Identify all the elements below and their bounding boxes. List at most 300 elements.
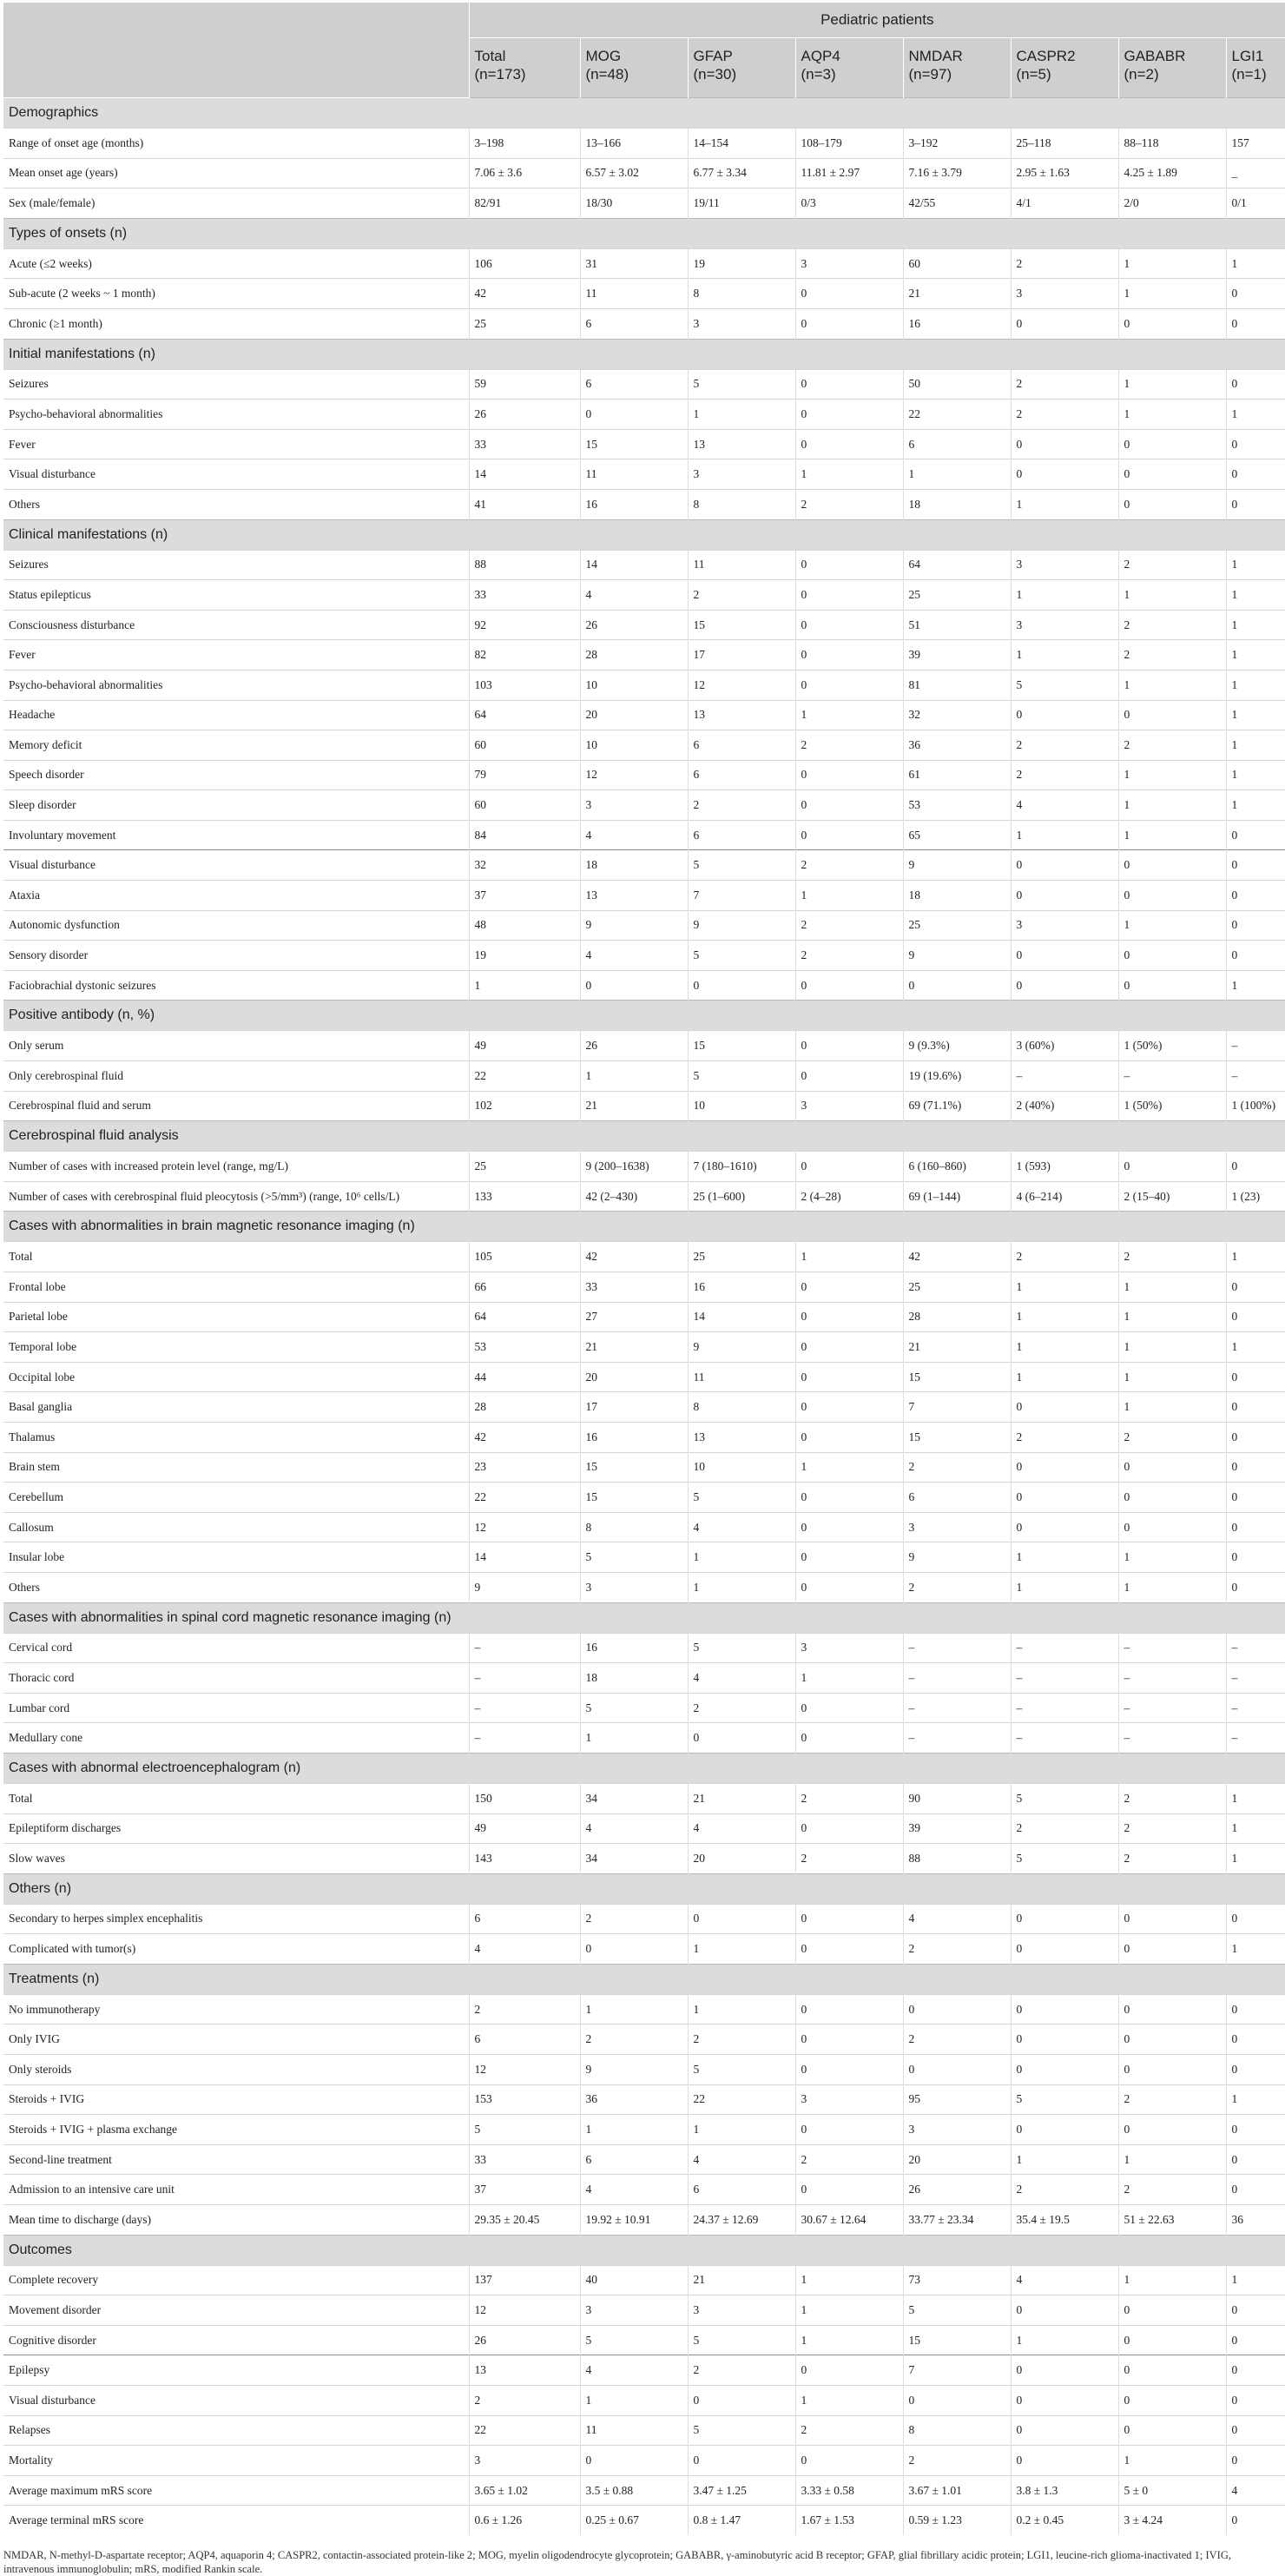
column-name: AQP4 bbox=[801, 48, 840, 64]
row-label: Sensory disorder bbox=[3, 941, 469, 971]
section-title: Cases with abnormalities in brain magnetic resonance imaging (n) bbox=[3, 1212, 1285, 1242]
table-cell: – bbox=[1011, 1693, 1118, 1723]
table-row bbox=[3, 1031, 1285, 1061]
table-cell: 42 bbox=[469, 1422, 580, 1452]
table-cell: 19/11 bbox=[688, 188, 795, 219]
table-cell: – bbox=[1011, 1633, 1118, 1663]
table-cell: 28 bbox=[469, 1392, 580, 1423]
table-cell: 1 bbox=[1226, 1934, 1285, 1965]
table-cell: 0 bbox=[1118, 1483, 1226, 1513]
table-cell: 11 bbox=[580, 2415, 688, 2446]
table-row bbox=[3, 610, 1285, 640]
table-cell: 0 bbox=[795, 279, 903, 309]
table-cell: 79 bbox=[469, 760, 580, 790]
table-cell: 1 bbox=[1226, 970, 1285, 1001]
table-row bbox=[3, 2355, 1285, 2386]
table-cell: – bbox=[469, 1663, 580, 1694]
table-cell: 0 bbox=[1226, 429, 1285, 459]
table-cell: 1 (50%) bbox=[1118, 1031, 1226, 1061]
table-cell: 4 bbox=[903, 1904, 1011, 1934]
table-row bbox=[3, 1994, 1285, 2024]
table-cell: 9 bbox=[688, 1332, 795, 1363]
table-cell: 49 bbox=[469, 1813, 580, 1844]
table-cell: 1 bbox=[1011, 2144, 1118, 2175]
table-cell: 12 bbox=[469, 1512, 580, 1542]
table-cell: 2 bbox=[1011, 2175, 1118, 2205]
column-count: (n=173) bbox=[474, 66, 526, 83]
table-cell: 22 bbox=[469, 2415, 580, 2446]
table-cell: 1 bbox=[1226, 610, 1285, 640]
table-cell: 1 bbox=[1011, 1542, 1118, 1573]
table-cell: 64 bbox=[469, 1302, 580, 1332]
table-cell: 0 bbox=[1011, 970, 1118, 1001]
table-header bbox=[3, 3, 1285, 98]
table-row bbox=[3, 2055, 1285, 2085]
table-cell: 88–118 bbox=[1118, 129, 1226, 159]
table-cell: 61 bbox=[903, 760, 1011, 790]
table-cell: 5 bbox=[688, 1061, 795, 1092]
table-cell: 0 bbox=[903, 1994, 1011, 2024]
table-cell: 153 bbox=[469, 2084, 580, 2115]
table-row bbox=[3, 1452, 1285, 1483]
table-cell: 33.77 ± 23.34 bbox=[903, 2205, 1011, 2236]
table-cell: 3.5 ± 0.88 bbox=[580, 2475, 688, 2506]
table-cell: 157 bbox=[1226, 129, 1285, 159]
table-cell: 1 bbox=[1011, 580, 1118, 611]
table-cell: 0 bbox=[1226, 910, 1285, 941]
table-row bbox=[3, 730, 1285, 761]
table-row bbox=[3, 1783, 1285, 1813]
table-cell: 0 bbox=[795, 1483, 903, 1513]
table-cell: 2 bbox=[688, 580, 795, 611]
table-cell: 0 bbox=[903, 2386, 1011, 2416]
table-cell: 14 bbox=[580, 550, 688, 580]
table-cell: 3 bbox=[1011, 610, 1118, 640]
row-label: Others bbox=[3, 1572, 469, 1602]
table-cell: 0 bbox=[580, 2446, 688, 2476]
section-title: Positive antibody (n, %) bbox=[3, 1001, 1285, 1031]
table-cell: 1 bbox=[688, 1542, 795, 1573]
table-cell: 1 bbox=[1226, 730, 1285, 761]
row-label: Visual disturbance bbox=[3, 850, 469, 881]
table-cell: 22 bbox=[469, 1483, 580, 1513]
table-row bbox=[3, 400, 1285, 430]
table-cell: 1 bbox=[580, 2115, 688, 2145]
table-cell: 0 bbox=[1118, 1934, 1226, 1965]
table-cell: 1 bbox=[1226, 550, 1285, 580]
table-cell: 0 bbox=[1011, 2115, 1118, 2145]
table-cell: 13–166 bbox=[580, 129, 688, 159]
table-cell: 34 bbox=[580, 1844, 688, 1874]
section-row bbox=[3, 1873, 1285, 1904]
table-cell: 15 bbox=[903, 1362, 1011, 1392]
table-cell: 0 bbox=[1226, 2325, 1285, 2355]
table-cell: 17 bbox=[688, 640, 795, 670]
table-cell: 133 bbox=[469, 1181, 580, 1212]
table-cell: 1 bbox=[1226, 2084, 1285, 2115]
table-row bbox=[3, 1512, 1285, 1542]
table-cell: 7.06 ± 3.6 bbox=[469, 158, 580, 188]
column-header bbox=[1118, 38, 1226, 98]
table-cell: 16 bbox=[903, 308, 1011, 339]
table-cell: 0 bbox=[795, 308, 903, 339]
table-cell: 3 bbox=[580, 790, 688, 821]
table-cell: 33 bbox=[469, 429, 580, 459]
table-cell: 0 bbox=[795, 1572, 903, 1602]
table-cell: 1 bbox=[795, 1663, 903, 1694]
row-label: Epileptiform discharges bbox=[3, 1813, 469, 1844]
table-cell: 2 (15–40) bbox=[1118, 1181, 1226, 1212]
table-cell: 20 bbox=[580, 1362, 688, 1392]
table-cell: 35.4 ± 19.5 bbox=[1011, 2205, 1118, 2236]
table-cell: 0 bbox=[1011, 850, 1118, 881]
table-cell: 1 bbox=[795, 881, 903, 911]
table-cell: 3.33 ± 0.58 bbox=[795, 2475, 903, 2506]
table-cell: 1 bbox=[1118, 580, 1226, 611]
table-cell: 0.6 ± 1.26 bbox=[469, 2506, 580, 2535]
table-cell: 0 bbox=[795, 1422, 903, 1452]
table-cell: 0 bbox=[1226, 2055, 1285, 2085]
table-cell: 0 bbox=[795, 760, 903, 790]
table-cell: 2 bbox=[1118, 1813, 1226, 1844]
table-row bbox=[3, 670, 1285, 700]
table-cell: 5 bbox=[688, 850, 795, 881]
table-cell: 0 bbox=[1011, 308, 1118, 339]
table-row bbox=[3, 580, 1285, 611]
table-cell: 0 bbox=[795, 1813, 903, 1844]
table-row bbox=[3, 760, 1285, 790]
table-row bbox=[3, 1392, 1285, 1423]
table-cell: 5 bbox=[688, 369, 795, 400]
table-cell: 4 bbox=[469, 1934, 580, 1965]
row-label: Fever bbox=[3, 640, 469, 670]
table-cell: 9 bbox=[469, 1572, 580, 1602]
table-cell: 2 bbox=[903, 1934, 1011, 1965]
table-cell: 50 bbox=[903, 369, 1011, 400]
table-cell: 1 bbox=[1118, 2144, 1226, 2175]
table-cell: 0 bbox=[1226, 941, 1285, 971]
table-cell: 0 bbox=[1226, 1483, 1285, 1513]
table-cell: 2 bbox=[1118, 2175, 1226, 2205]
column-name: CASPR2 bbox=[1016, 48, 1076, 64]
table-cell: 42 bbox=[903, 1242, 1011, 1272]
table-cell: – bbox=[903, 1633, 1011, 1663]
table-cell: 1 bbox=[1118, 279, 1226, 309]
table-cell: 0 bbox=[1011, 2295, 1118, 2326]
column-count: (n=97) bbox=[908, 66, 952, 83]
table-cell: 7.16 ± 3.79 bbox=[903, 158, 1011, 188]
table-cell: 14 bbox=[469, 459, 580, 490]
row-label: Sub-acute (2 weeks ~ 1 month) bbox=[3, 279, 469, 309]
table-cell: 0 bbox=[1011, 1512, 1118, 1542]
table-cell: 0 bbox=[688, 2386, 795, 2416]
table-cell: 2 bbox=[1118, 1242, 1226, 1272]
row-label: Ataxia bbox=[3, 881, 469, 911]
table-cell: 5 bbox=[688, 941, 795, 971]
table-cell: 0 bbox=[688, 2446, 795, 2476]
table-cell: 1 bbox=[1118, 2265, 1226, 2295]
table-cell: 1 bbox=[795, 2386, 903, 2416]
table-cell: 3 bbox=[1011, 279, 1118, 309]
table-cell: 13 bbox=[469, 2355, 580, 2386]
table-cell: 5 bbox=[580, 1693, 688, 1723]
group-header: Pediatric patients bbox=[469, 3, 1285, 38]
table-cell: 88 bbox=[469, 550, 580, 580]
column-name: GFAP bbox=[693, 48, 733, 64]
table-cell: 0 bbox=[1226, 2446, 1285, 2476]
table-cell: – bbox=[1118, 1633, 1226, 1663]
table-cell: 1 (50%) bbox=[1118, 1091, 1226, 1121]
row-label: Total bbox=[3, 1242, 469, 1272]
table-cell: 0 bbox=[795, 1332, 903, 1363]
row-label: Visual disturbance bbox=[3, 2386, 469, 2416]
table-cell: 13 bbox=[688, 1422, 795, 1452]
table-cell: 1 bbox=[1118, 248, 1226, 279]
table-cell: 90 bbox=[903, 1783, 1011, 1813]
table-cell: 26 bbox=[580, 1031, 688, 1061]
table-cell: 4 bbox=[580, 580, 688, 611]
table-cell: 0 bbox=[1011, 1483, 1118, 1513]
table-cell: 0.8 ± 1.47 bbox=[688, 2506, 795, 2535]
table-cell: 0 bbox=[1226, 1572, 1285, 1602]
table-cell: 10 bbox=[688, 1452, 795, 1483]
table-cell: 1 bbox=[1118, 1362, 1226, 1392]
table-cell: 34 bbox=[580, 1783, 688, 1813]
table-cell: 16 bbox=[580, 1422, 688, 1452]
table-cell: 0 bbox=[1226, 2386, 1285, 2416]
table-cell: 0 bbox=[795, 790, 903, 821]
table-cell: 3 bbox=[795, 2084, 903, 2115]
row-label: Callosum bbox=[3, 1512, 469, 1542]
table-cell: 1 bbox=[1011, 489, 1118, 519]
table-cell: 0 bbox=[1011, 941, 1118, 971]
table-cell: 4 bbox=[1011, 790, 1118, 821]
row-label: Medullary cone bbox=[3, 1723, 469, 1754]
row-label: Second-line treatment bbox=[3, 2144, 469, 2175]
table-cell: 20 bbox=[580, 700, 688, 730]
table-cell: 0 bbox=[1118, 850, 1226, 881]
table-cell: 4 bbox=[688, 1512, 795, 1542]
table-cell: 0/3 bbox=[795, 188, 903, 219]
table-cell: 2 bbox=[1011, 730, 1118, 761]
section-title: Outcomes bbox=[3, 2235, 1285, 2265]
table-cell: 12 bbox=[688, 670, 795, 700]
table-cell: 3 bbox=[580, 1572, 688, 1602]
table-cell: 2 bbox=[580, 2024, 688, 2055]
section-title: Others (n) bbox=[3, 1873, 1285, 1904]
table-cell: 2 bbox=[688, 1693, 795, 1723]
table-cell: 0.59 ± 1.23 bbox=[903, 2506, 1011, 2535]
column-count: (n=48) bbox=[585, 66, 629, 83]
table-cell: 0 bbox=[795, 1904, 903, 1934]
column-name: Total bbox=[474, 48, 506, 64]
table-cell: 0 bbox=[1118, 2415, 1226, 2446]
table-cell: – bbox=[1011, 1723, 1118, 1754]
header-corner bbox=[3, 3, 469, 98]
table-cell: 2 bbox=[1118, 2084, 1226, 2115]
table-cell: 26 bbox=[469, 400, 580, 430]
table-cell: 42 bbox=[580, 1242, 688, 1272]
section-row bbox=[3, 1964, 1285, 1994]
table-row bbox=[3, 248, 1285, 279]
table-cell: 25 bbox=[903, 1272, 1011, 1303]
row-label: Total bbox=[3, 1783, 469, 1813]
row-label: Complete recovery bbox=[3, 2265, 469, 2295]
table-cell: 0 bbox=[1226, 1362, 1285, 1392]
table-cell: 0 bbox=[1226, 489, 1285, 519]
section-title: Types of onsets (n) bbox=[3, 218, 1285, 248]
table-cell: 8 bbox=[580, 1512, 688, 1542]
section-row bbox=[3, 519, 1285, 550]
table-cell: 12 bbox=[469, 2055, 580, 2085]
table-cell: 6 bbox=[903, 1483, 1011, 1513]
table-cell: 2 bbox=[903, 2446, 1011, 2476]
table-cell: 0 bbox=[1011, 429, 1118, 459]
column-name: MOG bbox=[585, 48, 622, 64]
table-cell: 25 bbox=[469, 308, 580, 339]
table-row bbox=[3, 2144, 1285, 2175]
table-cell: 15 bbox=[903, 2325, 1011, 2355]
table-cell: 1 bbox=[1011, 1362, 1118, 1392]
section-title: Cerebrospinal fluid analysis bbox=[3, 1121, 1285, 1152]
row-label: Chronic (≥1 month) bbox=[3, 308, 469, 339]
table-cell: 1 bbox=[688, 1934, 795, 1965]
table-cell: 2 bbox=[1118, 610, 1226, 640]
table-cell: 11 bbox=[580, 459, 688, 490]
table-cell: 15 bbox=[580, 1452, 688, 1483]
table-cell: 0 bbox=[795, 670, 903, 700]
table-cell: 4 bbox=[580, 2175, 688, 2205]
row-label: Psycho-behavioral abnormalities bbox=[3, 400, 469, 430]
row-label: Frontal lobe bbox=[3, 1272, 469, 1303]
table-cell: 0 bbox=[1226, 279, 1285, 309]
table-cell: 0 bbox=[1011, 2055, 1118, 2085]
table-cell: 0 bbox=[795, 2355, 903, 2386]
table-row bbox=[3, 1272, 1285, 1303]
table-row bbox=[3, 2446, 1285, 2476]
table-cell: 0 bbox=[1226, 2415, 1285, 2446]
table-cell: 0 bbox=[795, 2024, 903, 2055]
table-cell: 20 bbox=[903, 2144, 1011, 2175]
table-cell: 16 bbox=[580, 1633, 688, 1663]
table-cell: 2 bbox=[795, 2415, 903, 2446]
table-cell: 5 ± 0 bbox=[1118, 2475, 1226, 2506]
table-cell: 37 bbox=[469, 2175, 580, 2205]
table-cell: 31 bbox=[580, 248, 688, 279]
table-row bbox=[3, 308, 1285, 339]
table-cell: 0 bbox=[1118, 1904, 1226, 1934]
table-cell: 0 bbox=[1118, 941, 1226, 971]
table-cell: 0 bbox=[688, 1723, 795, 1754]
table-cell: 0 bbox=[1011, 1994, 1118, 2024]
row-label: Seizures bbox=[3, 369, 469, 400]
table-cell: 18 bbox=[903, 881, 1011, 911]
table-cell: – bbox=[469, 1633, 580, 1663]
table-cell: 2 bbox=[795, 1783, 903, 1813]
table-cell: 4 bbox=[688, 2144, 795, 2175]
table-cell: 3 (60%) bbox=[1011, 1031, 1118, 1061]
table-cell: – bbox=[469, 1693, 580, 1723]
table-cell: – bbox=[1226, 1723, 1285, 1754]
table-cell: 0 bbox=[1011, 1392, 1118, 1423]
column-count: (n=5) bbox=[1016, 66, 1051, 83]
section-row bbox=[3, 98, 1285, 129]
table-cell: 2 bbox=[903, 1572, 1011, 1602]
table-cell: 18/30 bbox=[580, 188, 688, 219]
table-cell: 3 bbox=[688, 308, 795, 339]
table-cell: 0 bbox=[795, 1392, 903, 1423]
table-cell: 3 bbox=[688, 2295, 795, 2326]
table-cell: 3.47 ± 1.25 bbox=[688, 2475, 795, 2506]
row-label: No immunotherapy bbox=[3, 1994, 469, 2024]
table-cell: 0 bbox=[1011, 2355, 1118, 2386]
table-cell: 4 bbox=[580, 820, 688, 850]
table-cell: 3 bbox=[1011, 910, 1118, 941]
table-cell: 18 bbox=[580, 850, 688, 881]
table-cell: 1 bbox=[469, 970, 580, 1001]
table-cell: 5 bbox=[580, 2325, 688, 2355]
table-cell: 5 bbox=[688, 2055, 795, 2085]
table-cell: 1 bbox=[795, 459, 903, 490]
table-cell: 2 bbox=[688, 2024, 795, 2055]
table-cell: 4 bbox=[688, 1813, 795, 1844]
table-row bbox=[3, 910, 1285, 941]
table-row bbox=[3, 1362, 1285, 1392]
table-cell: 2 bbox=[795, 910, 903, 941]
table-cell: 5 bbox=[1011, 1783, 1118, 1813]
table-cell: 2 bbox=[688, 2355, 795, 2386]
section-title: Clinical manifestations (n) bbox=[3, 519, 1285, 550]
table-cell: 1 (100%) bbox=[1226, 1091, 1285, 1121]
table-cell: 7 (180–1610) bbox=[688, 1152, 795, 1182]
table-cell: 13 bbox=[688, 429, 795, 459]
table-cell: 16 bbox=[688, 1272, 795, 1303]
table-cell: 3 bbox=[795, 248, 903, 279]
table-cell: 1 bbox=[1011, 820, 1118, 850]
table-cell: 6 bbox=[688, 2175, 795, 2205]
table-cell: 8 bbox=[688, 489, 795, 519]
table-cell: 0 bbox=[1011, 2386, 1118, 2416]
table-cell: 0 bbox=[795, 400, 903, 430]
column-count: (n=3) bbox=[801, 66, 836, 83]
table-cell: 13 bbox=[580, 881, 688, 911]
table-cell: 11.81 ± 2.97 bbox=[795, 158, 903, 188]
table-row bbox=[3, 188, 1285, 219]
table-cell: 106 bbox=[469, 248, 580, 279]
table-cell: 0 bbox=[1226, 820, 1285, 850]
table-cell: 6 bbox=[903, 429, 1011, 459]
table-cell: 41 bbox=[469, 489, 580, 519]
row-label: Relapses bbox=[3, 2415, 469, 2446]
table-cell: 108–179 bbox=[795, 129, 903, 159]
table-cell: 1 (23) bbox=[1226, 1181, 1285, 1212]
table-cell: 0 bbox=[1118, 459, 1226, 490]
table-cell: 23 bbox=[469, 1452, 580, 1483]
table-cell: 0 bbox=[1011, 2415, 1118, 2446]
table-row bbox=[3, 2325, 1285, 2355]
table-row bbox=[3, 459, 1285, 490]
table-cell: 0 bbox=[1118, 700, 1226, 730]
table-cell: 1 bbox=[795, 700, 903, 730]
table-cell: 2 bbox=[1118, 550, 1226, 580]
table-row bbox=[3, 2205, 1285, 2236]
section-row bbox=[3, 1753, 1285, 1783]
column-header bbox=[903, 38, 1011, 98]
table-row bbox=[3, 1181, 1285, 1212]
row-label: Secondary to herpes simplex encephalitis bbox=[3, 1904, 469, 1934]
table-row bbox=[3, 970, 1285, 1001]
row-label: Number of cases with increased protein level (range, mg/L) bbox=[3, 1152, 469, 1182]
